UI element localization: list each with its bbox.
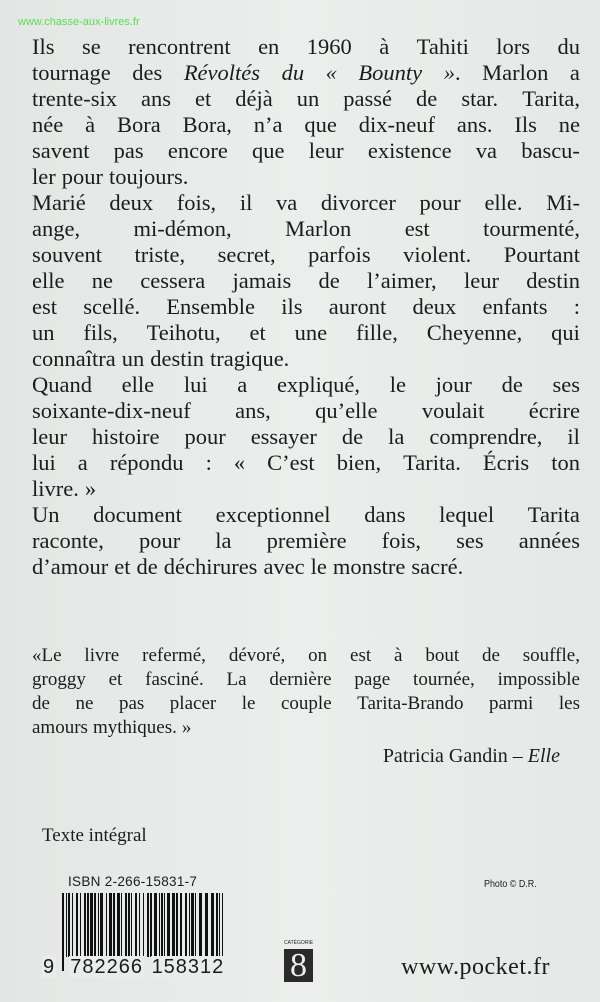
barcode-bar [106,893,107,957]
barcode-bar [216,893,218,957]
blurb-word: qu’elle [315,398,378,423]
blurb-line [32,242,580,268]
blurb-word: jour [435,372,472,397]
blurb-word: Bora [116,112,161,137]
blurb-word: déjà [235,86,273,111]
quote-line [32,644,580,668]
blurb-word: il [567,424,580,449]
blurb-word: de [501,372,523,397]
blurb-word: est [32,294,57,319]
blurb-word: de [318,268,340,293]
blurb-word: tournage [32,60,111,85]
blurb-word: ses [552,372,580,397]
blurb-word: est [404,216,430,241]
blurb-word: le [389,372,406,397]
blurb-word: Marié [32,190,86,215]
blurb-word: star. [461,86,499,111]
blurb-word: a [237,372,248,397]
quote-word: et [108,669,123,690]
blurb-line [32,554,580,580]
barcode-bar [150,893,152,957]
blurb-line [32,34,580,60]
barcode-bar [195,893,196,957]
blurb-word: bien, [336,450,382,475]
blurb-word: une [294,320,328,345]
barcode-bar [199,893,202,957]
blurb-line [32,112,580,138]
blurb-word: Tarita [527,502,580,527]
quote-word: ne [75,693,94,714]
blurb-word: des [132,60,163,85]
attribution-dash: – [507,745,528,767]
blurb-word: bascu- [521,138,580,163]
blurb-word: pour [184,424,226,449]
barcode-bar [154,893,157,957]
blurb-word: monstre [332,554,406,579]
blurb-word: et [114,554,131,579]
barcode-bar [87,893,89,957]
blurb-word: ans. [456,112,493,137]
blurb-word: fois, [176,190,217,215]
blurb-word: « [325,60,337,85]
blurb-word: raconte, [32,528,104,553]
blurb-word: soixante-dix-neuf [32,398,191,423]
blurb-word: l’aimer, [367,268,437,293]
barcode-bar [211,893,214,957]
barcode-bar [189,893,190,957]
quote-word: couple [280,693,332,714]
texte-integral-label: Texte intégral [42,825,147,846]
blurb-word: pour [61,164,103,189]
blurb-word: du [557,34,580,59]
blurb-word: Ils [514,112,537,137]
quote-line [32,692,580,716]
quote-word: mythiques. [92,717,177,738]
blurb-word: divorcer [320,190,396,215]
blurb-line [32,398,580,424]
quote-word: est [350,645,372,666]
quote-author: Patricia Gandin [382,745,508,767]
blurb-word: voulait [421,398,485,423]
blurb-word: souvent [32,242,102,267]
photo-credit: Photo © D.R. [484,878,537,890]
barcode-bar [191,893,194,957]
blurb-word: Marlon [285,216,352,241]
quote-word: souffle, [522,645,580,666]
barcode-first-digit: 9 [43,956,56,978]
blurb-word: destin [526,268,580,293]
blurb-word: savent [32,138,90,163]
barcode-bar [84,893,86,957]
blurb-word: un [121,346,145,371]
barcode-bar [94,893,96,957]
blurb-word: destin [150,346,204,371]
blurb-line [32,86,580,112]
blurb-word: connaîtra [32,346,116,371]
blurb-word: livre. [32,476,79,501]
blurb-word: que [304,112,337,137]
quote-word: parmi [489,693,534,714]
blurb-word: C’est [267,450,315,475]
barcode-bar [76,893,78,957]
blurb-word: Tarita, [522,86,580,111]
quote-word: de [32,693,50,714]
barcode-bar [159,893,160,957]
blurb-line [32,528,580,554]
barcode-bar [117,893,120,957]
quote-word: dernière [269,669,332,690]
blurb-word: pour [419,190,461,215]
blurb-word: Ils [32,34,55,59]
blurb-word: elle [121,372,155,397]
blurb-word: de [341,424,364,449]
blurb-word: deux [109,190,154,215]
blurb-word: tourmenté, [483,216,580,241]
blurb-word: rencontrent [128,34,231,59]
blurb-word: cessera [140,268,206,293]
blurb-word: Bounty [358,60,423,85]
blurb-word: la [388,424,405,449]
barcode-bar [164,893,165,957]
barcode-digits [42,956,225,978]
blurb-word: expliqué, [276,372,361,397]
blurb-word: il [239,190,253,215]
blurb-word: secret, [217,242,276,267]
quote-word: impossible [497,669,580,690]
blurb-word: leur [463,268,499,293]
blurb-word: ». [443,60,461,85]
barcode-bar [125,893,127,957]
blurb-word: a [569,60,580,85]
blurb-word: un [32,320,55,345]
barcode-bar [113,893,115,957]
barcode-bar [205,893,208,957]
blurb-word: à [379,34,390,59]
blurb-word: ler [32,164,56,189]
blurb-word: existence [367,138,452,163]
blurb-word: Quand [32,372,92,397]
blurb-word: histoire [91,424,160,449]
blurb-word: ange, [32,216,81,241]
barcode-bar [161,893,163,957]
blurb-word: « [233,450,246,475]
blurb-word: Mi- [546,190,580,215]
quote-word: à [394,645,403,666]
blurb-word: lui [183,372,208,397]
quote-word: dévoré, [228,645,286,666]
blurb-word: Cheyenne, [426,320,523,345]
blurb-line [32,320,580,346]
blurb-word: essayer [250,424,317,449]
quote-word: «Le [32,645,62,666]
blurb-word: se [81,34,101,59]
quote-word: pas [118,693,145,714]
blurb-word: : [573,294,580,319]
blurb-word: du [281,60,305,85]
quote-word: » [181,717,192,738]
blurb-line [32,346,580,372]
quote-source: Elle [527,745,560,767]
blurb-word: lequel [439,502,495,527]
blurb-word: Révoltés [183,60,261,85]
blurb-word: violent. [403,242,472,267]
blurb-word: Un [32,502,60,527]
barcode-bar [100,893,103,957]
blurb-line [32,294,580,320]
blurb-word: encore [167,138,228,163]
blurb-word: jamais [232,268,292,293]
blurb-word: pas [113,138,144,163]
blurb-word: deux [412,294,457,319]
blurb-word: Tahiti [416,34,469,59]
quote-word: amours [32,717,88,738]
blurb-word: » [84,476,97,501]
blurb-word: de [416,86,438,111]
blurb-word: que [252,138,285,163]
blurb-word: trente-six [32,86,117,111]
blurb-word: et [195,86,212,111]
quote-word: de [481,645,500,666]
blurb-word: un [296,86,320,111]
blurb-line [32,190,580,216]
blurb-word: avec [263,554,305,579]
blurb-word: triste, [134,242,186,267]
blurb-word: première [266,528,347,553]
quote-word: La [226,669,247,690]
blurb-line [32,164,580,190]
barcode-bar [185,893,187,957]
quote-word: le [241,693,256,714]
barcode-bar [128,893,130,957]
blurb-line [32,476,580,502]
blurb-word: écrire [528,398,580,423]
blurb-word: fils, [83,320,118,345]
blurb-line [32,424,580,450]
blurb-word: lors [496,34,531,59]
blurb-word: ton [551,450,580,475]
isbn: ISBN 2-266-15831-7 [68,874,198,889]
blurb-word: leur [308,138,344,163]
blurb-line [32,450,580,476]
blurb-word: elle. [484,190,523,215]
quote-word: les [558,693,580,714]
blurb-word: Écris [482,450,530,475]
barcode-bar [219,893,220,957]
blurb-word: en [258,34,280,59]
blurb-word: répondu [109,450,184,475]
blurb-word: Pourtant [503,242,580,267]
quote-line [32,668,580,692]
blurb-word: qui [551,320,580,345]
blurb-word: ne [558,112,580,137]
blurb-line [32,372,580,398]
quote-word: livre [84,645,120,666]
watermark: www.chasse-aux-livres.fr [18,16,140,28]
category-number: 8 [284,949,313,982]
quote-word: on [308,645,328,666]
blurb-word: Bora, [182,112,232,137]
quote-line [32,716,580,740]
barcode-left-digits: 782266 [70,956,143,978]
quote-word: placer [169,693,217,714]
barcode-bar [180,893,182,957]
quote-word: bout [425,645,460,666]
blurb-line [32,216,580,242]
blurb-word: auront [328,294,387,319]
barcode-bar [109,893,112,957]
quote-word: Tarita-Brando [357,693,464,714]
quote-word: groggy [32,669,86,690]
blurb-word: parfois [308,242,371,267]
quote-word: fasciné. [145,669,204,690]
barcode-bar [66,893,67,957]
barcode-bar [80,893,81,957]
barcode-bar [98,893,99,957]
website-url: www.pocket.fr [401,954,550,980]
blurb-word: va [276,190,298,215]
blurb-word: 1960 [306,34,352,59]
blurb-word: née [32,112,64,137]
blurb-word: de [136,554,158,579]
blurb-line [32,502,580,528]
quote-attribution [383,744,560,768]
blurb-word: années [518,528,580,553]
blurb-word: scellé. [83,294,141,319]
blurb-word: Ensemble [166,294,256,319]
blurb-word: ans, [235,398,271,423]
blurb-word: toujours. [108,164,189,189]
blurb-word: la [215,528,232,553]
blurb-word: document [93,502,182,527]
blurb-word: dans [364,502,406,527]
blurb-word: mi-démon, [133,216,232,241]
blurb-word: pour [138,528,181,553]
barcode-bar [172,893,175,957]
blurb-word: leur [32,424,67,449]
blurb-word: ses [456,528,484,553]
barcode-bar [68,893,70,957]
blurb-word: Teihotu, [146,320,221,345]
blurb-line [32,268,580,294]
blurb-word: passé [343,86,393,111]
blurb-word: comprendre, [429,424,543,449]
category-label: CATÉGORIE [284,940,314,946]
blurb-word: ne [91,268,113,293]
blurb-word: ils [281,294,303,319]
barcode-bar [176,893,178,957]
barcode-right-digits: 158312 [151,956,225,978]
blurb-line [32,60,580,86]
blurb-word: d’amour [32,554,109,579]
blurb-word: elle [32,268,65,293]
barcode-bar [121,893,122,957]
blurb-word: sacré. [411,554,464,579]
blurb-word: lui [32,450,56,475]
blurb-line [32,138,580,164]
blurb-word: va [475,138,498,163]
blurb-word: exceptionnel [215,502,331,527]
barcode-bar [72,893,73,957]
barcode-bar [90,893,93,957]
blurb-word: fille, [355,320,398,345]
blurb-word: enfants [482,294,548,319]
blurb-word: et [249,320,266,345]
quote-word: tournée, [413,669,475,690]
blurb-word: Marlon [482,60,549,85]
blurb-word: ans [140,86,171,111]
blurb-word: à [85,112,96,137]
blurb-word: le [310,554,327,579]
blurb-word: tragique. [209,346,290,371]
barcode-bar [135,893,137,957]
blurb-word: n’a [253,112,283,137]
barcode-bar [167,893,170,957]
blurb-word: déchirures [163,554,258,579]
barcode-bar [139,893,140,957]
barcode-bar [131,893,132,957]
blurb-word: Tarita. [403,450,461,475]
quote-word: refermé, [142,645,206,666]
blurb-word: a [77,450,88,475]
blurb-word: fois, [381,528,422,553]
quote-word: page [354,669,391,690]
blurb-word: : [205,450,212,475]
blurb-word: dix-neuf [358,112,435,137]
barcode-bar [147,893,149,957]
